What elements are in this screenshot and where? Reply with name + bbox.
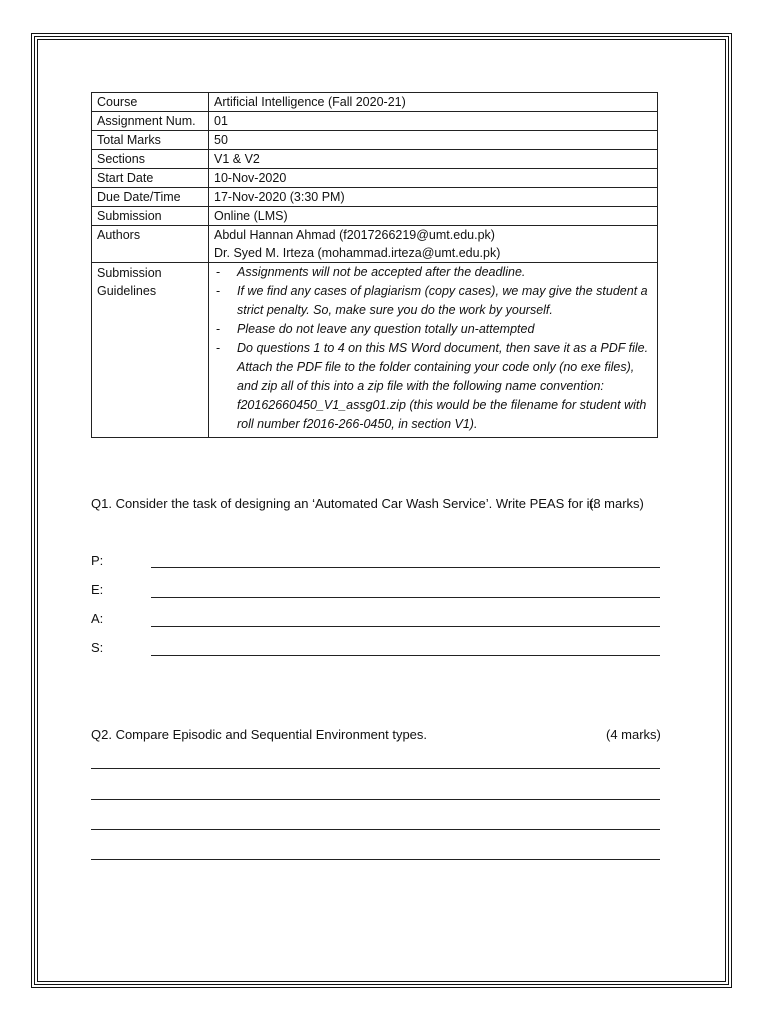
table-row	[92, 93, 658, 112]
guideline-item: - Do questions 1 to 4 on this MS Word document, then save it as a PDF file. Attach the PDF file to the folder containing your code only (no exe files), and zip all of this into a zip file with the following name convention: f20162660450_V1_assg01.zip (this would be the filename for student with roll number f2016-266-0450, in section V1).	[214, 339, 652, 434]
peas-label-p: P:	[91, 553, 104, 568]
answer-line[interactable]	[91, 859, 660, 860]
table-row	[92, 207, 658, 226]
table-row-guidelines	[92, 263, 658, 438]
guidelines-list	[214, 263, 652, 434]
assignment-info-table	[91, 92, 658, 438]
answer-line-e[interactable]	[151, 597, 660, 598]
guidelines-label: Submission Guidelines	[92, 263, 209, 438]
row-label: Due Date/Time	[92, 188, 209, 207]
table-row	[92, 169, 658, 188]
row-value: Online (LMS)	[209, 207, 658, 226]
question-2-text: Q2. Compare Episodic and Sequential Environment types.	[91, 727, 428, 742]
author-1: Abdul Hannan Ahmad (f2017266219@umt.edu.pk)	[214, 228, 495, 242]
answer-line[interactable]	[91, 768, 660, 769]
question-1-marks: (8 marks)	[589, 496, 644, 511]
peas-label-a: A:	[91, 611, 104, 626]
table-row-authors	[92, 226, 658, 263]
guideline-item: - If we find any cases of plagiarism (copy cases), we may give the student a strict penalty. So, make sure you do the work by yourself.	[214, 282, 652, 320]
table-row	[92, 112, 658, 131]
table-row	[92, 131, 658, 150]
guidelines-value	[209, 263, 658, 438]
table-row	[92, 150, 658, 169]
row-value: 10-Nov-2020	[209, 169, 658, 188]
guideline-item: - Please do not leave any question totally un-attempted	[214, 320, 652, 339]
answer-line-p[interactable]	[151, 567, 660, 568]
row-label: Total Marks	[92, 131, 209, 150]
table-row	[92, 188, 658, 207]
authors-label: Authors	[92, 226, 209, 263]
row-label: Course	[92, 93, 209, 112]
question-1-text: Q1. Consider the task of designing an ‘Automated Car Wash Service’. Write PEAS for it.	[91, 496, 597, 511]
question-2-marks: (4 marks)	[606, 727, 661, 742]
author-2: Dr. Syed M. Irteza (mohammad.irteza@umt.edu.pk)	[214, 246, 501, 260]
row-label: Assignment Num.	[92, 112, 209, 131]
row-label: Sections	[92, 150, 209, 169]
peas-label-e: E:	[91, 582, 104, 597]
answer-line-a[interactable]	[151, 626, 660, 627]
authors-value	[209, 226, 658, 263]
row-value: 50	[209, 131, 658, 150]
answer-line-s[interactable]	[151, 655, 660, 656]
answer-line[interactable]	[91, 799, 660, 800]
row-label: Start Date	[92, 169, 209, 188]
answer-line[interactable]	[91, 829, 660, 830]
guideline-item: - Assignments will not be accepted after the deadline.	[214, 263, 652, 282]
row-value: 17-Nov-2020 (3:30 PM)	[209, 188, 658, 207]
row-value: Artificial Intelligence (Fall 2020-21)	[209, 93, 658, 112]
row-value: V1 & V2	[209, 150, 658, 169]
row-label: Submission	[92, 207, 209, 226]
peas-label-s: S:	[91, 640, 104, 655]
row-value: 01	[209, 112, 658, 131]
